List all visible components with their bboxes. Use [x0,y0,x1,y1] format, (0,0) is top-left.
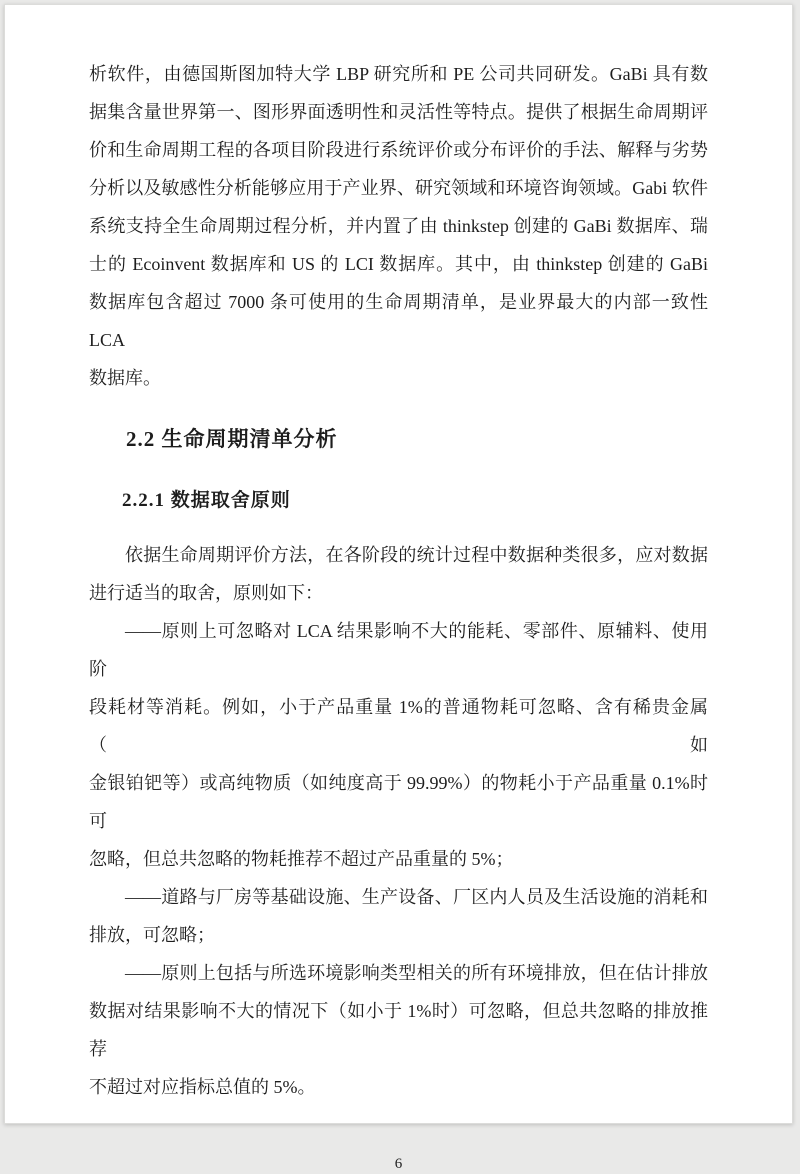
text-line: 价和生命周期工程的各项目阶段进行系统评价或分布评价的手法、解释与劣势 [89,140,708,160]
paragraph-principle-emissions [89,954,708,1106]
text-line: 据集含量世界第一、图形界面透明性和灵活性等特点。提供了根据生命周期评 [89,102,708,122]
text-line: 进行适当的取舍，原则如下： [89,583,323,603]
paragraph-principle-negligible-consumption [89,612,708,878]
text-line: 排放，可忽略； [89,925,215,945]
text-line: 分析以及敏感性分析能够应用于产业界、研究领域和环境咨询领域。Gabi 软件 [89,178,708,198]
paragraph-gabi-software-intro [89,55,708,397]
text-line: 数据库。 [89,368,161,388]
text-line: ——原则上可忽略对 LCA 结果影响不大的能耗、零部件、原辅料、使用阶 [89,621,708,679]
section-heading: 2.2 生命周期清单分析 [126,427,338,451]
text-line: ——道路与厂房等基础设施、生产设备、厂区内人员及生活设施的消耗和 [125,887,708,907]
page-content [5,5,792,1174]
paragraph-data-selection-intro [89,536,708,612]
text-line: ——原则上包括与所选环境影响类型相关的所有环境排放，但在估计排放 [125,963,708,983]
text-line: 忽略，但总共忽略的物耗推荐不超过产品重量的 5%； [89,849,514,869]
document-page [4,4,793,1172]
paragraph-principle-infrastructure [89,878,708,954]
text-line: 数据对结果影响不大的情况下（如小于 1%时）可忽略，但总共忽略的排放推荐 [89,1001,708,1059]
text-line: 依据生命周期评价方法，在各阶段的统计过程中数据种类很多，应对数据 [125,545,708,565]
text-line: 析软件，由德国斯图加特大学 LBP 研究所和 PE 公司共同研发。GaBi 具有数 [89,64,708,84]
text-line: 金银铂钯等）或高纯物质（如纯度高于 99.99%）的物耗小于产品重量 0.1%时可 [89,773,708,831]
text-line: 段耗材等消耗。例如，小于产品重量 1%的普通物耗可忽略、含有稀贵金属（如 [89,697,708,755]
text-line: 士的 Ecoinvent 数据库和 US 的 LCI 数据库。其中，由 thinkstep 创建的 GaBi [89,254,708,274]
text-line: 不超过对应指标总值的 5%。 [89,1077,316,1097]
subsection-heading: 2.2.1 数据取舍原则 [122,490,291,511]
page-number: 6 [394,1156,403,1172]
text-line: 系统支持全生命周期过程分析，并内置了由 thinkstep 创建的 GaBi 数据库、瑞 [89,216,708,236]
text-line: 数据库包含超过 7000 条可使用的生命周期清单，是业界最大的内部一致性 LCA [89,292,708,350]
